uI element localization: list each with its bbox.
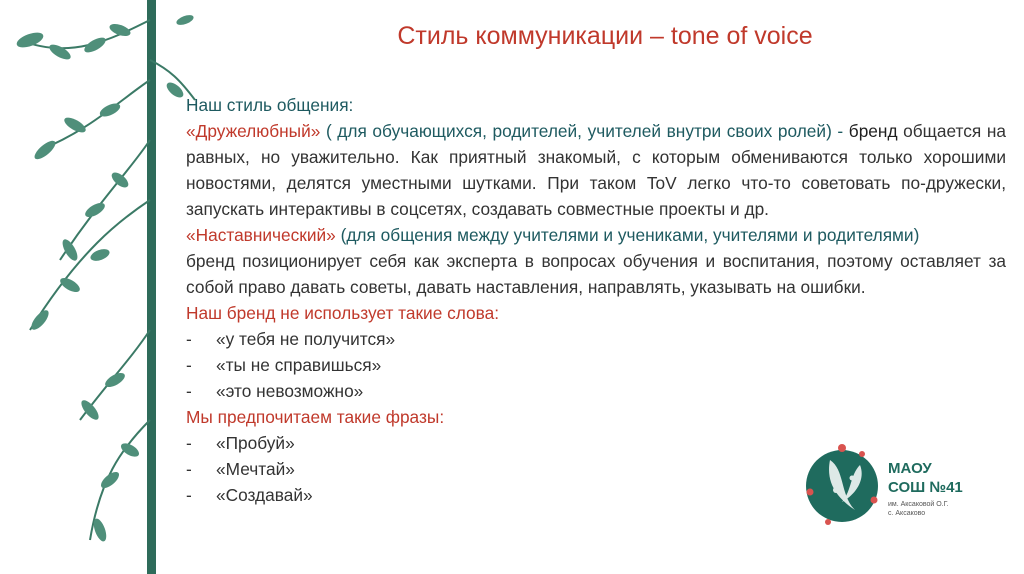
avoid-heading: Наш бренд не использует такие слова: xyxy=(186,303,500,323)
friendly-description: общается на равных, но уважительно. Как приятный знакомый, с которым обмениваются только хорошими новостями, делятся уместными шутками. При таком ToV легко что-то советовать по-дружески, запускать интерактивы в соцсетях, создавать совместные проекты и др. xyxy=(186,121,1007,219)
logo-line-1: МАОУ xyxy=(888,460,932,477)
prefer-item: «Создавай» xyxy=(216,485,313,505)
style-heading: Наш стиль общения: xyxy=(186,95,354,115)
prefer-item: «Пробуй» xyxy=(216,433,295,453)
list-item xyxy=(186,326,1006,352)
avoid-item: «ты не справишься» xyxy=(216,355,382,375)
bullet-dash: - xyxy=(186,433,192,453)
avoid-item: «это невозможно» xyxy=(216,381,364,401)
logo-line-3: им. Аксаковой О.Г. xyxy=(888,501,949,508)
list-item xyxy=(186,378,1006,404)
bullet-dash: - xyxy=(186,485,192,505)
slide-title: Стиль коммуникации – tone of voice xyxy=(397,22,813,50)
logo-line-2: СОШ №41 xyxy=(888,479,963,496)
mentor-label: «Наставнический» xyxy=(186,225,336,245)
bullet-dash: - xyxy=(186,329,192,349)
school-logo xyxy=(800,440,1000,530)
bullet-dash: - xyxy=(186,459,192,479)
list-item xyxy=(186,352,1006,378)
mentor-audience: (для общения между учителями и учениками, учителями и родителями) xyxy=(335,225,920,245)
prefer-heading: Мы предпочитаем такие фразы: xyxy=(186,407,445,427)
logo-line-4: с. Аксаково xyxy=(888,510,926,517)
bullet-dash: - xyxy=(186,355,192,375)
leaf-branch-decoration xyxy=(0,0,200,574)
mentor-paragraph xyxy=(186,222,1006,248)
prefer-item: «Мечтай» xyxy=(216,459,295,479)
vertical-stem xyxy=(147,0,156,574)
friendly-paragraph xyxy=(186,118,1006,222)
bullet-dash: - xyxy=(186,381,192,401)
avoid-item: «у тебя не получится» xyxy=(216,329,396,349)
mentor-description: бренд позиционирует себя как эксперта в вопросах обучения и воспитания, поэтому оставляет за собой право давать советы, давать наставления, направлять, указывать на ошибки. xyxy=(186,251,1006,297)
friendly-label: «Дружелюбный» xyxy=(186,121,321,141)
friendly-audience: ( для обучающихся, родителей, учителей внутри своих ролей) - xyxy=(320,121,849,141)
friendly-brand-word: бренд xyxy=(848,121,898,141)
